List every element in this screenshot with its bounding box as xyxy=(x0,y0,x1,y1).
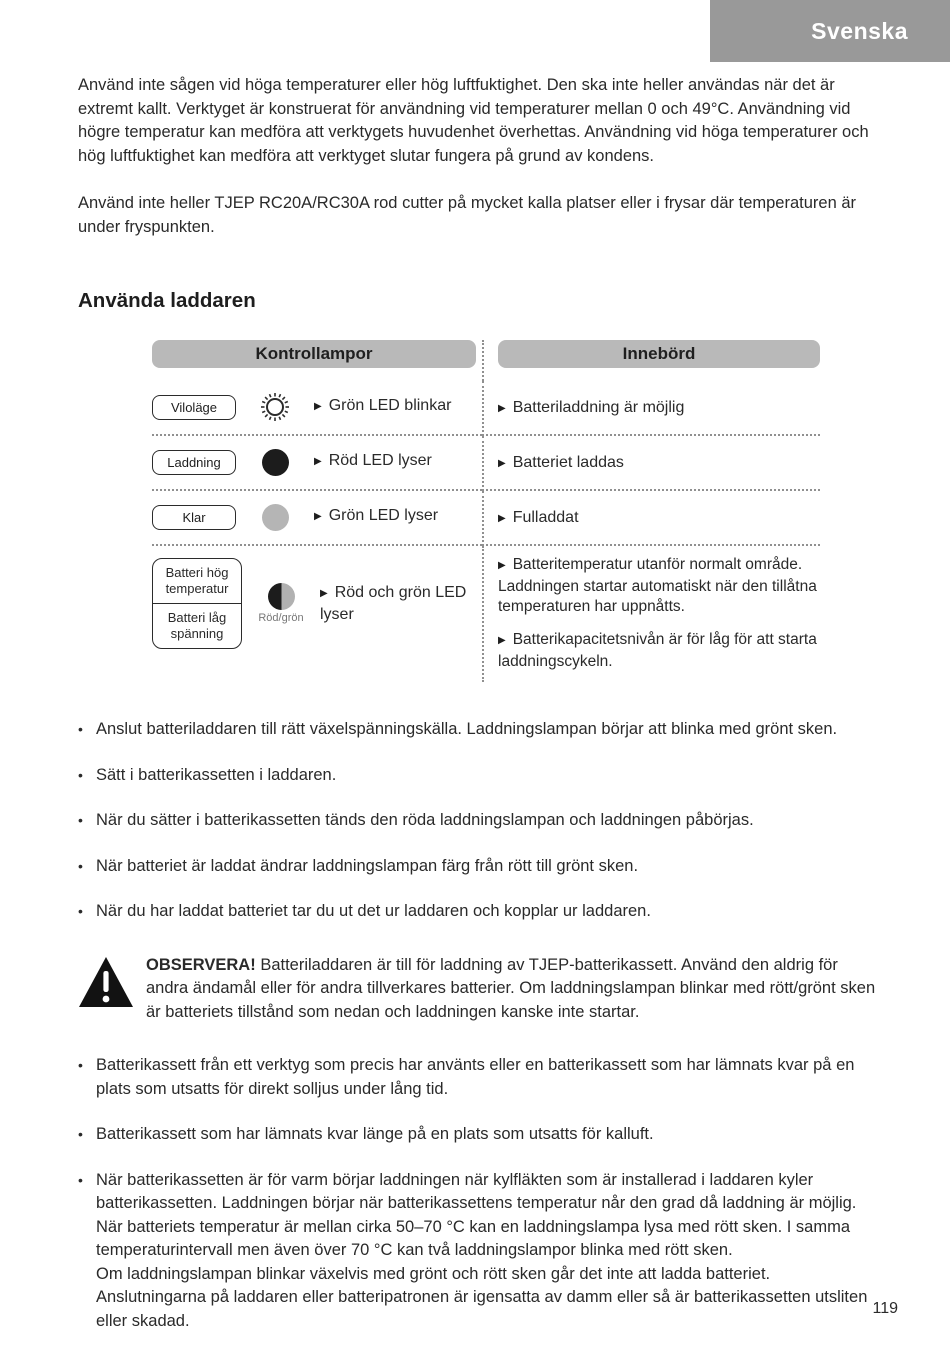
meaning-text: ▶ Batteritemperatur utanför normalt område. Laddningen startar automatiskt när den tillåtna temperaturen har uppnåtts. xyxy=(498,556,817,615)
section-title: Använda laddaren xyxy=(78,289,256,312)
warning-note xyxy=(78,954,878,1025)
list-item-text: När batterikassetten är för varm börjar laddningen när kylfläkten som är installerad i laddaren kyler batterikassetten. Laddningen börjar när batterikassettens temperatur når den grad då laddning är möjlig. När batteriets temperatur är mellan cirka 50–70 °C kan en laddningslampa lysa med rött sken. I samma temperaturintervall men även över 70 °C kan två laddningslampor blinka med rött sken. Om laddningslampan blinkar växelvis med grönt och rött sken går det inte att ladda batteriet. Anslutningarna på laddaren eller batteripatronen är igensatta av damm eller så är batterikassetten utsliten eller skadad. xyxy=(96,1170,868,1330)
table-header-innebord: Innebörd xyxy=(498,340,820,368)
table-row-vilolage-lamp xyxy=(152,381,482,436)
list-item xyxy=(78,1169,878,1334)
red-led-on-icon xyxy=(236,449,314,476)
bullet-icon: • xyxy=(78,857,83,874)
item-marker-icon: ▶ xyxy=(314,456,322,467)
table-row-vilolage-meaning xyxy=(482,381,820,436)
table-header-kontrollampor: Kontrollampor xyxy=(152,340,476,368)
table-row-klar-lamp xyxy=(152,491,482,546)
item-marker-icon: ▶ xyxy=(498,457,506,469)
item-marker-icon: ▶ xyxy=(498,512,506,524)
meaning-text: ▶ Batteriladdning är möjlig xyxy=(498,398,685,416)
item-marker-icon: ▶ xyxy=(314,401,322,412)
table-row-battery-temp-lamp xyxy=(152,546,482,682)
language-tab xyxy=(710,0,950,62)
list-item: • Anslut batteriladdaren till rätt växelspänningskälla. Laddningslampan börjar att blinka med grönt sken. xyxy=(78,718,878,742)
charger-instructions-list xyxy=(78,718,878,924)
intro-paragraph-2: Använd inte heller TJEP RC20A/RC30A rod cutter på mycket kalla platser eller i frysar där temperaturen är under fryspunkten. xyxy=(78,194,856,236)
item-marker-icon: ▶ xyxy=(498,635,506,646)
bullet-icon: • xyxy=(78,721,83,737)
warning-text: OBSERVERA! Batteriladdaren är till för laddning av TJEP-batterikassett. Använd den aldrig för andra ändamål eller för andra tillverkares batterier. Om laddningslampan blinkar med rött/grönt sken är batteriets tillstånd som nedan och laddningen kanske inte startar. xyxy=(146,955,876,1021)
item-marker-icon: ▶ xyxy=(498,402,506,414)
page-number: 119 xyxy=(872,1300,898,1317)
vilolage-mode-badge: Viloläge xyxy=(152,395,236,420)
led-state-label: ▶ Röd LED lyser xyxy=(314,452,432,469)
language-tab-label: Svenska xyxy=(811,17,908,44)
meaning-text: ▶ Batteriet laddas xyxy=(498,453,624,471)
bullet-icon: • xyxy=(78,1171,83,1188)
table-row-battery-temp-meaning xyxy=(482,546,820,682)
bullet-icon: • xyxy=(78,766,83,783)
led-state-label: ▶ Röd och grön LED lyser xyxy=(320,583,467,623)
bullet-icon: • xyxy=(78,903,83,919)
table-row-laddning-meaning xyxy=(482,436,820,491)
klar-mode-badge: Klar xyxy=(152,505,236,530)
table-row-laddning-lamp xyxy=(152,436,482,491)
list-item: • Batterikassett från ett verktyg som precis har använts eller en batterikassett som har lämnats kvar på en plats som utsatts för direkt solljus under lång tid. xyxy=(78,1054,878,1101)
item-marker-icon: ▶ xyxy=(498,560,506,571)
warning-triangle-icon xyxy=(78,956,134,1009)
warning-label: OBSERVERA! xyxy=(146,955,256,974)
green-led-blinking-icon xyxy=(236,389,314,425)
led-color-caption: Röd/grön xyxy=(258,612,304,624)
meaning-text: ▶ Batterikapacitetsnivån är för låg för att starta laddningscykeln. xyxy=(498,631,817,670)
table-header-cell-left xyxy=(152,340,482,381)
bullet-icon: • xyxy=(78,1057,83,1073)
bullet-icon: • xyxy=(78,1126,83,1142)
item-marker-icon: ▶ xyxy=(314,511,322,522)
list-item: • Sätt i batterikassetten i laddaren. xyxy=(78,764,878,788)
battery-condition-list xyxy=(78,1054,878,1333)
list-item: • Batterikassett som har lämnats kvar länge på en plats som utsatts för kalluft. xyxy=(78,1123,878,1147)
led-state-label: ▶ Grön LED lyser xyxy=(314,507,439,524)
list-item: • När du har laddat batteriet tar du ut det ur laddaren och kopplar ur laddaren. xyxy=(78,900,878,924)
battery-status-badge xyxy=(152,558,242,649)
table-header-cell-right xyxy=(482,340,820,381)
item-marker-icon: ▶ xyxy=(320,587,328,599)
battery-low-voltage-label: Batteri låg spänning xyxy=(167,610,227,641)
meaning-text: ▶ Fulladdat xyxy=(498,508,579,526)
intro-paragraph-1: Använd inte sågen vid höga temperaturer eller hög luftfuktighet. Den ska inte heller användas när det är extremt kallt. Verktyget är konstruerat för användning vid temperaturer mellan 0 och 49°C. Användning vid högre temperatur kan medföra att verktygets huvudenhet överhettas. Användning vid höga temperaturer och hög luftfuktighet kan medföra att verktyget slutar fungera på grund av kondens. xyxy=(78,76,869,165)
list-item: • När du sätter i batterikassetten tänds den röda laddningslampan och laddningen påbörjas. xyxy=(78,809,878,833)
red-green-led-icon xyxy=(242,583,320,624)
led-state-label: ▶ Grön LED blinkar xyxy=(314,397,452,414)
laddning-mode-badge: Laddning xyxy=(152,450,236,475)
table-row-klar-meaning xyxy=(482,491,820,546)
list-item: • När batteriet är laddat ändrar laddningslampan färg från rött till grönt sken. xyxy=(78,855,878,879)
battery-high-temp-label: Batteri hög temperatur xyxy=(153,559,241,604)
bullet-icon: • xyxy=(78,812,83,828)
green-led-on-icon xyxy=(236,504,314,531)
indicator-table xyxy=(152,340,878,682)
